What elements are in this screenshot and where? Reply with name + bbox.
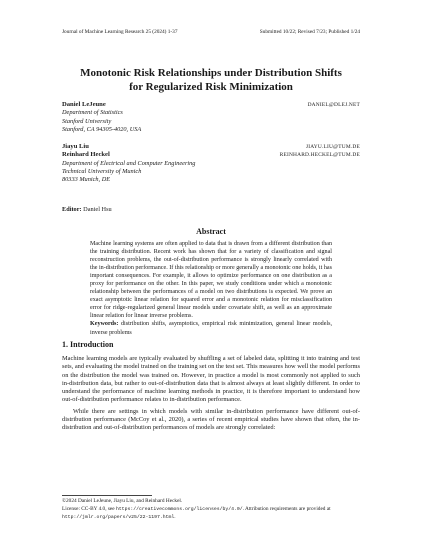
- title-line-2: for Regularized Risk Minimization: [129, 80, 293, 93]
- submission-dates: Submitted 10/22; Revised 7/23; Published 1/24: [259, 29, 360, 35]
- affiliation-line: 80333 Munich, DE: [62, 176, 111, 184]
- license-suffix: . Attribution requirements are provided at: [242, 506, 331, 513]
- license-prefix: License: CC-BY 4.0, see: [62, 506, 115, 513]
- paragraph: While there are settings in which models with similar in-distribution performance have different out-of-distribution performance (McCoy et al., 2020), a series of recent empirical studies have shown that often, the in-distribution and out-of-distribution performances of models are strongly correlated:: [62, 407, 360, 432]
- abstract-text: Machine learning systems are often applied to data that is drawn from a different distribution than the training distribution. Recent work has shown that for a variety of classification and signal reconstruction problems, the out-of-distribution performance is strongly linearly correlated with the in-distribution performance. If this relationship or more generally a monotonic one holds, it has important consequences. For example, it allows to optimize performance on one distribution as a proxy for performance on the other. In this paper, we study conditions under which a monotonic relationship between the performances of a model on two distributions is expected. We prove an exact asymptotic linear relation for squared error and a monotonic relation for misclassification error for ridge-regularized general linear models under covariate shift, as well as an approximate linear relation for linear inverse problems.: [90, 241, 332, 320]
- affiliation-line: Stanford University: [62, 117, 112, 125]
- section-title: Introduction: [70, 340, 114, 349]
- author-name: Reinhard Heckel: [62, 151, 110, 159]
- author-name: Jiayu Liu: [62, 143, 89, 150]
- license-end: .: [174, 513, 176, 520]
- author-block-lejeune: [62, 101, 360, 134]
- author-block-liu-heckel: [62, 143, 360, 184]
- title-line-1: Monotonic Risk Relationships under Distribution Shifts: [80, 67, 342, 79]
- editor-label: Editor:: [62, 206, 82, 213]
- affiliation-line: Technical University of Munich: [62, 167, 142, 175]
- author-email[interactable]: DANIEL@DLEJ.NET: [307, 102, 360, 108]
- copyright-line: ©2024 Daniel LeJeune, Jiayu Liu, and Reinhard Heckel.: [62, 498, 183, 504]
- footnote-rule: [62, 495, 152, 496]
- keywords-label: Keywords:: [90, 321, 119, 328]
- paper-title: [40, 67, 382, 94]
- attribution-link[interactable]: http://jmlr.org/papers/v25/22-1197.html: [62, 514, 175, 520]
- license-line: [62, 506, 360, 521]
- footer-license: [62, 498, 360, 521]
- paragraph: Machine learning models are typically evaluated by shuffling a set of labeled data, splitting it into training and test sets, and evaluating the model trained on the training set on the test set. This measures how well the model performs on the distribution the model was trained on. However, in practice a model is most commonly not applied to such in-distribution data, but rather to out-of-distribution data that is almost always at least slightly different. In order to understand the performance of machine learning methods in practice, it is therefore important to understand how out-of-distribution performance relates to in-distribution performance.: [62, 355, 360, 404]
- keywords-line: [90, 320, 332, 336]
- section-heading: [62, 340, 113, 349]
- affiliation-line: Department of Statistics: [62, 109, 123, 117]
- running-header: [62, 29, 360, 35]
- license-link[interactable]: https://creativecommons.org/licenses/by/4.0/: [115, 507, 243, 513]
- author-name: Daniel LeJeune: [62, 101, 106, 108]
- editor-name: Daniel Hsu: [83, 206, 112, 213]
- keywords-text: distribution shifts, asymptotics, empirical risk minimization, general linear models, inverse problems: [90, 321, 332, 336]
- abstract-body: [90, 240, 332, 337]
- journal-citation: Journal of Machine Learning Research 25 (2024) 1-37: [62, 29, 178, 35]
- abstract-heading: Abstract: [196, 227, 226, 236]
- editor-line: [62, 206, 112, 213]
- affiliation-line: Department of Electrical and Computer Engineering: [62, 159, 196, 167]
- section-number: 1.: [62, 340, 68, 349]
- introduction-body: [62, 355, 360, 433]
- author-email[interactable]: JIAYU.LIU@TUM.DE: [305, 144, 360, 150]
- author-email[interactable]: REINHARD.HECKEL@TUM.DE: [279, 152, 360, 159]
- affiliation-line: Stanford, CA 94305-4020, USA: [62, 125, 142, 133]
